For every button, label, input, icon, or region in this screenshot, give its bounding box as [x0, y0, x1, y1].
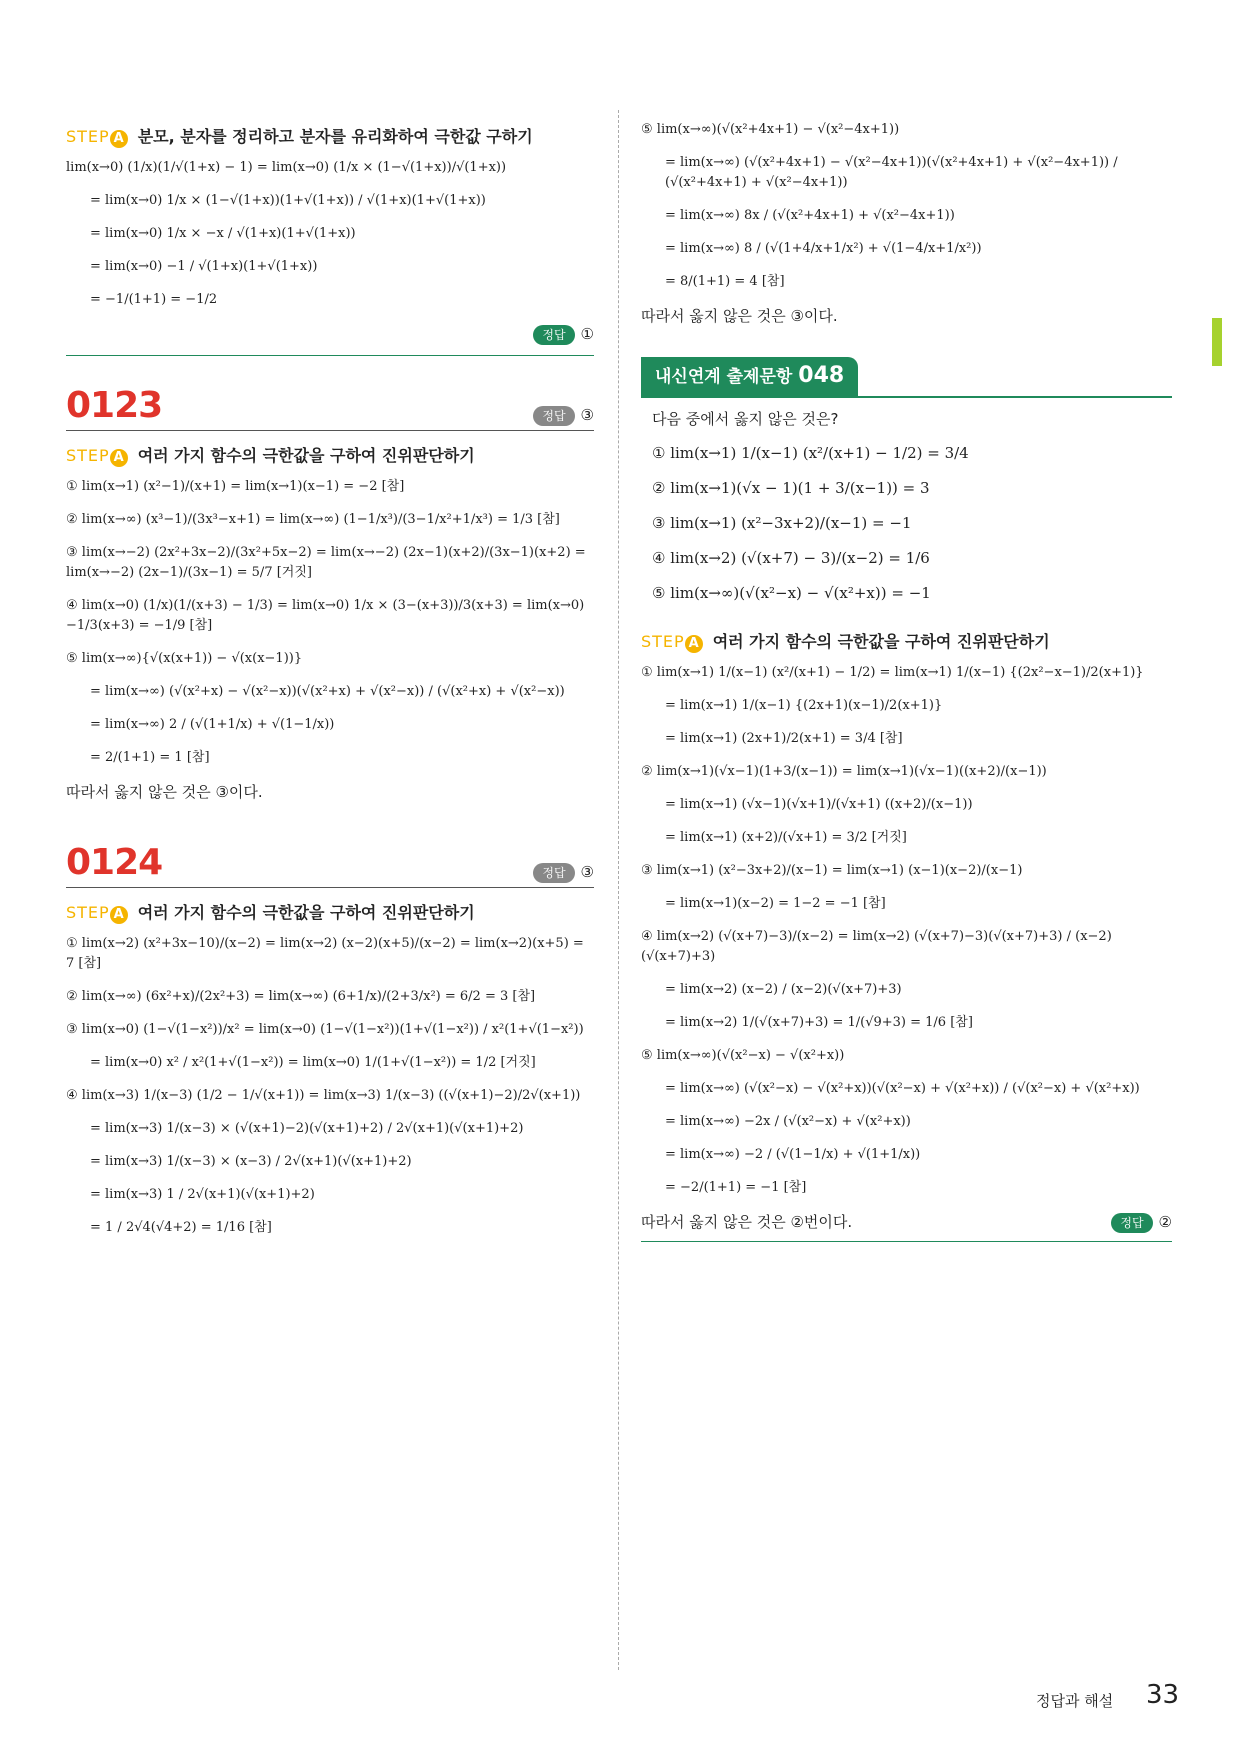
math-line: ⑤ lim(x→∞)(√(x²+4x+1) − √(x²−4x+1)) [641, 122, 900, 137]
math-line: = lim(x→1) (2x+1)/2(x+1) = 3/4 [참] [665, 731, 903, 746]
math-line: ⑤ lim(x→∞)(√(x²−x) − √(x²+x)) = −1 [652, 584, 931, 602]
math-line: = lim(x→3) 1 / 2√(x+1)(√(x+1)+2) [90, 1187, 315, 1202]
math-line: = lim(x→∞) (√(x²+x) − √(x²−x))(√(x²+x) + √(x²−x)) / (√(x²+x) + √(x²−x)) [90, 684, 565, 699]
math-line: ④ lim(x→2) (√(x+7) − 3)/(x−2) = 1/6 [652, 549, 930, 567]
math-line: ① lim(x→2) (x²+3x−10)/(x−2) = lim(x→2) (x−2)(x+5)/(x−2) = lim(x→2)(x+5) = 7 [참] [66, 936, 584, 971]
step-header: STEP A 여러 가지 함수의 극한값을 구하여 진위판단하기 [66, 903, 475, 922]
conclusion: 따라서 옳지 않은 것은 ②번이다. [641, 1213, 853, 1231]
math-line: = lim(x→3) 1/(x−3) × (x−3) / 2√(x+1)(√(x+1)+2) [90, 1154, 412, 1169]
math-line: = 8/(1+1) = 4 [참] [665, 274, 785, 289]
math-line: lim(x→0) (1/x)(1/√(1+x) − 1) = lim(x→0) (1/x × (1−√(1+x))/√(1+x)) [66, 160, 507, 175]
math-line: = lim(x→∞) −2x / (√(x²−x) + √(x²+x)) [665, 1114, 911, 1129]
answer-0123: 정답 ③ [533, 404, 594, 426]
math-line: = lim(x→1) (x+2)/(√x+1) = 3/2 [거짓] [665, 830, 907, 845]
problem-header-0123 [66, 386, 594, 431]
conclusion: 따라서 옳지 않은 것은 ③이다. [641, 307, 838, 325]
math-line: = lim(x→∞) (√(x²+4x+1) − √(x²−4x+1))(√(x²+4x+1) + √(x²−4x+1)) / (√(x²+4x+1) + √(x²−4x+1)) [665, 155, 1118, 190]
math-line: = lim(x→0) 1/x × −x / √(1+x)(1+√(1+x)) [90, 226, 356, 241]
math-line: ② lim(x→∞) (6x²+x)/(2x²+3) = lim(x→∞) (6+1/x)/(2+3/x²) = 6/2 = 3 [참] [66, 989, 536, 1004]
math-line: ⑤ lim(x→∞)(√(x²−x) − √(x²+x)) [641, 1048, 845, 1063]
question-text: 다음 중에서 옳지 않은 것은? [652, 410, 839, 428]
math-line: ③ lim(x→1) (x²−3x+2)/(x−1) = lim(x→1) (x−1)(x−2)/(x−1) [641, 863, 1023, 878]
math-line: = lim(x→∞) 2 / (√(1+1/x) + √(1−1/x)) [90, 717, 335, 732]
answer-0124: 정답 ③ [533, 861, 594, 883]
math-line: = 1 / 2√4(√4+2) = 1/16 [참] [90, 1220, 272, 1235]
math-line: = −1/(1+1) = −1/2 [90, 292, 218, 307]
math-line: = lim(x→∞) −2 / (√(1−1/x) + √(1+1/x)) [665, 1147, 921, 1162]
math-line: = lim(x→∞) (√(x²−x) − √(x²+x))(√(x²−x) + √(x²+x)) / (√(x²−x) + √(x²+x)) [665, 1081, 1140, 1096]
answer-0122: 정답 ① [533, 323, 594, 345]
math-line: = lim(x→∞) 8x / (√(x²+4x+1) + √(x²−4x+1)) [665, 208, 955, 223]
math-line: ④ lim(x→3) 1/(x−3) (1/2 − 1/√(x+1)) = lim(x→3) 1/(x−3) ((√(x+1)−2)/2√(x+1)) [66, 1088, 581, 1103]
problem-header-0124 [66, 843, 594, 888]
math-line: ③ lim(x→0) (1−√(1−x²))/x² = lim(x→0) (1−√(1−x²))(1+√(1−x²)) / x²(1+√(1−x²)) [66, 1022, 584, 1037]
step-header: STEP A 여러 가지 함수의 극한값을 구하여 진위판단하기 [66, 446, 475, 465]
math-line: ⑤ lim(x→∞){√(x(x+1)) − √(x(x−1))} [66, 651, 303, 666]
math-line: ② lim(x→1)(√x−1)(1+3/(x−1)) = lim(x→1)(√x−1)((x+2)/(x−1)) [641, 764, 1047, 779]
math-line: ④ lim(x→0) (1/x)(1/(x+3) − 1/3) = lim(x→0) 1/x × (3−(x+3))/3(x+3) = lim(x→0) −1/3(x+3) = −1/9 [참] [66, 598, 585, 633]
math-line: ① lim(x→1) (x²−1)/(x+1) = lim(x→1)(x−1) = −2 [참] [66, 479, 405, 494]
math-line: ① lim(x→1) 1/(x−1) (x²/(x+1) − 1/2) = lim(x→1) 1/(x−1) {(2x²−x−1)/2(x+1)} [641, 665, 1144, 680]
math-line: ③ lim(x→−2) (2x²+3x−2)/(3x²+5x−2) = lim(x→−2) (2x−1)(x+2)/(3x−1)(x+2) = lim(x→−2) (2x−1)/(3x−1) = 5/7 [거짓] [66, 545, 586, 580]
question-options [641, 442, 1172, 617]
related-question-header [641, 357, 1172, 398]
conclusion-row [641, 1211, 1172, 1233]
solution-048 [641, 663, 1172, 1211]
math-line: = lim(x→2) (x−2) / (x−2)(√(x+7)+3) [665, 982, 902, 997]
math-line: = lim(x→0) x² / x²(1+√(1−x²)) = lim(x→0) 1/(1+√(1−x²)) = 1/2 [거짓] [90, 1055, 536, 1070]
math-line: ③ lim(x→1) (x²−3x+2)/(x−1) = −1 [652, 514, 912, 532]
footer-label: 정답과 해설 [1036, 1692, 1114, 1710]
left-column [66, 112, 594, 1251]
problem-number: 0123 [66, 385, 163, 426]
section-divider [66, 355, 594, 356]
math-line: = lim(x→0) −1 / √(1+x)(1+√(1+x)) [90, 259, 318, 274]
math-line: = lim(x→1) 1/(x−1) {(2x+1)(x−1)/2(x+1)} [665, 698, 943, 713]
math-line: = lim(x→2) 1/(√(x+7)+3) = 1/(√9+3) = 1/6 [참] [665, 1015, 973, 1030]
solution-continued [641, 120, 1172, 305]
step-header: STEP A 분모, 분자를 정리하고 분자를 유리화하여 극한값 구하기 [66, 127, 533, 146]
problem-number: 0124 [66, 842, 163, 883]
math-line: = lim(x→∞) 8 / (√(1+4/x+1/x²) + √(1−4/x+1/x²)) [665, 241, 982, 256]
math-line: = lim(x→3) 1/(x−3) × (√(x+1)−2)(√(x+1)+2) / 2√(x+1)(√(x+1)+2) [90, 1121, 524, 1136]
column-divider [618, 110, 619, 1670]
math-line: = −2/(1+1) = −1 [참] [665, 1180, 807, 1195]
solution-0124 [66, 934, 594, 1251]
math-line: ② lim(x→∞) (x³−1)/(3x³−x+1) = lim(x→∞) (1−1/x³)/(3−1/x²+1/x³) = 1/3 [참] [66, 512, 560, 527]
related-question-tag: 내신연계 출제문항 048 [641, 357, 858, 396]
math-line: = lim(x→1)(x−2) = 1−2 = −1 [참] [665, 896, 886, 911]
page-number: 33 [1146, 1680, 1180, 1710]
section-divider [641, 1241, 1172, 1242]
answer-048: 정답 ② [1111, 1211, 1172, 1233]
math-line: ① lim(x→1) 1/(x−1) (x²/(x+1) − 1/2) = 3/4 [652, 444, 969, 462]
math-line: ④ lim(x→2) (√(x+7)−3)/(x−2) = lim(x→2) (√(x+7)−3)(√(x+7)+3) / (x−2)(√(x+7)+3) [641, 929, 1112, 964]
chapter-tab [1212, 318, 1222, 366]
math-line: = lim(x→0) 1/x × (1−√(1+x))(1+√(1+x)) / √(1+x)(1+√(1+x)) [90, 193, 486, 208]
solution-0122 [66, 158, 594, 323]
math-line: = lim(x→1) (√x−1)(√x+1)/(√x+1) ((x+2)/(x−1)) [665, 797, 973, 812]
step-header: STEP A 여러 가지 함수의 극한값을 구하여 진위판단하기 [641, 632, 1050, 651]
right-column [641, 120, 1172, 1242]
math-line: = 2/(1+1) = 1 [참] [90, 750, 210, 765]
solution-0123 [66, 477, 594, 781]
conclusion: 따라서 옳지 않은 것은 ③이다. [66, 783, 263, 801]
math-line: ② lim(x→1)(√x − 1)(1 + 3/(x−1)) = 3 [652, 479, 930, 497]
